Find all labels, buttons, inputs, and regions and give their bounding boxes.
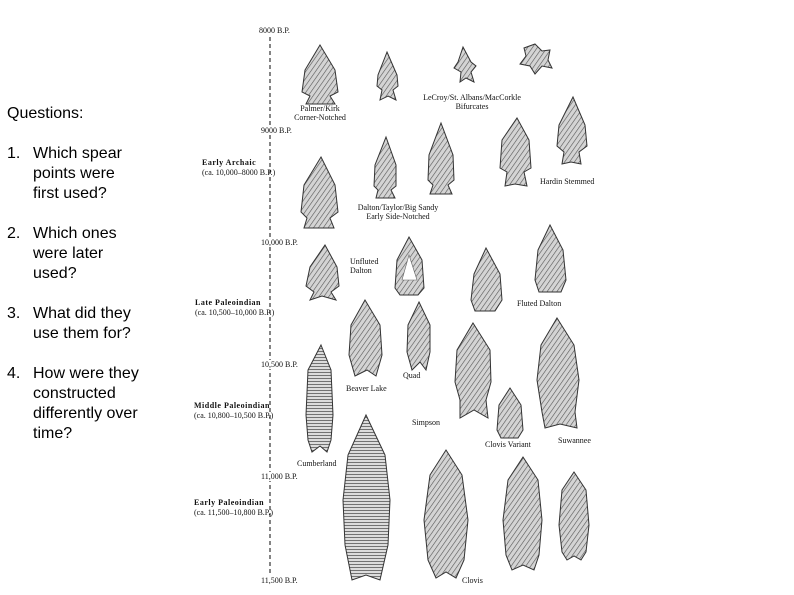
question-number: 4. — [7, 365, 21, 382]
point-beaver-lake — [349, 300, 382, 376]
period-name: Late Paleoindian — [195, 298, 262, 307]
questions-heading: Questions: — [7, 105, 84, 122]
tick-9000: 9000 B.P. — [261, 126, 292, 135]
label-fluted-dalton: Fluted Dalton — [517, 299, 562, 308]
point-early-side-notched-2 — [428, 123, 454, 194]
label-line: Bifurcates — [455, 102, 489, 111]
period-middle-paleoindian — [194, 401, 273, 421]
question-number: 1. — [7, 145, 21, 162]
label-clovis-variant: Clovis Variant — [485, 440, 531, 449]
tick-10500: 10,500 B.P. — [261, 360, 298, 369]
label-cumberland: Cumberland — [297, 459, 337, 468]
question-item — [7, 144, 142, 204]
point-palmer-corner-notched — [302, 45, 338, 104]
label-line: Dalton — [350, 266, 372, 275]
projectile-point-chronology-figure — [190, 20, 790, 592]
tick-11500: 11,500 B.P. — [261, 576, 298, 585]
questions-panel — [7, 104, 142, 464]
period-name: Middle Paleoindian — [194, 401, 270, 410]
period-early-paleoindian — [194, 498, 273, 518]
label-clovis: Clovis — [462, 576, 483, 585]
point-fluted-dalton — [535, 225, 566, 292]
label-line: Unfluted — [350, 257, 379, 266]
question-item — [7, 364, 142, 444]
tick-8000: 8000 B.P. — [259, 26, 290, 35]
tick-10000: 10,000 B.P. — [261, 238, 298, 247]
label-line: Palmer/Kirk — [300, 104, 340, 113]
period-name: Early Paleoindian — [194, 498, 265, 507]
label-line: LeCroy/St. Albans/MacCorkle — [423, 93, 521, 102]
period-range: (ca. 10,500–10,000 B.P.) — [195, 308, 275, 317]
question-number: 3. — [7, 305, 21, 322]
point-hardin-stemmed — [557, 97, 587, 164]
question-text: Which ones were later used? — [33, 225, 117, 282]
label-simpson: Simpson — [412, 418, 441, 427]
label-beaver-lake: Beaver Lake — [346, 384, 387, 393]
point-bifurcate-1 — [377, 52, 398, 100]
label-line: Early Side-Notched — [366, 212, 430, 221]
label-line: Corner-Notched — [294, 113, 346, 122]
period-range: (ca. 11,500–10,800 B.P.) — [194, 508, 274, 517]
point-clovis-variant — [497, 388, 523, 438]
point-suwannee — [537, 318, 579, 428]
point-hardin-1 — [500, 118, 531, 186]
point-clovis-3 — [503, 457, 542, 570]
period-early-archaic — [202, 158, 275, 178]
label-suwannee: Suwannee — [558, 436, 591, 445]
question-item — [7, 224, 142, 284]
period-name: Early Archaic — [202, 158, 257, 167]
label-unfluted-dalton — [350, 257, 378, 275]
point-cumberland — [306, 345, 333, 452]
label-lecroy-bifurcates — [412, 93, 532, 111]
question-text: How were they constructed differently over time? — [33, 365, 139, 442]
point-bifurcate-2 — [454, 47, 476, 82]
label-hardin-stemmed: Hardin Stemmed — [540, 177, 595, 186]
point-clovis-2 — [424, 450, 468, 578]
label-line: Dalton/Taylor/Big Sandy — [357, 203, 439, 212]
label-quad: Quad — [403, 371, 421, 380]
question-text: Which spear points were first used? — [33, 145, 122, 202]
label-palmer-kirk — [285, 104, 355, 122]
question-number: 2. — [7, 225, 21, 242]
question-item — [7, 304, 142, 344]
point-simpson — [455, 323, 491, 418]
point-bifurcate-3 — [520, 44, 552, 74]
point-clovis-1 — [343, 415, 390, 580]
point-late-paleo-1 — [306, 245, 339, 300]
period-late-paleoindian — [195, 298, 274, 318]
point-early-archaic-1 — [301, 157, 338, 228]
point-late-paleo-3 — [471, 248, 502, 311]
label-dalton-taylor-big-sandy — [348, 203, 448, 221]
point-early-side-notched-1 — [374, 137, 396, 198]
tick-11000: 11,000 B.P. — [261, 472, 298, 481]
question-text: What did they use them for? — [33, 305, 131, 342]
period-range: (ca. 10,000–8000 B.P.) — [202, 168, 276, 177]
point-clovis-4 — [559, 472, 589, 560]
point-quad — [407, 302, 430, 370]
period-range: (ca. 10,800–10,500 B.P.) — [194, 411, 274, 420]
